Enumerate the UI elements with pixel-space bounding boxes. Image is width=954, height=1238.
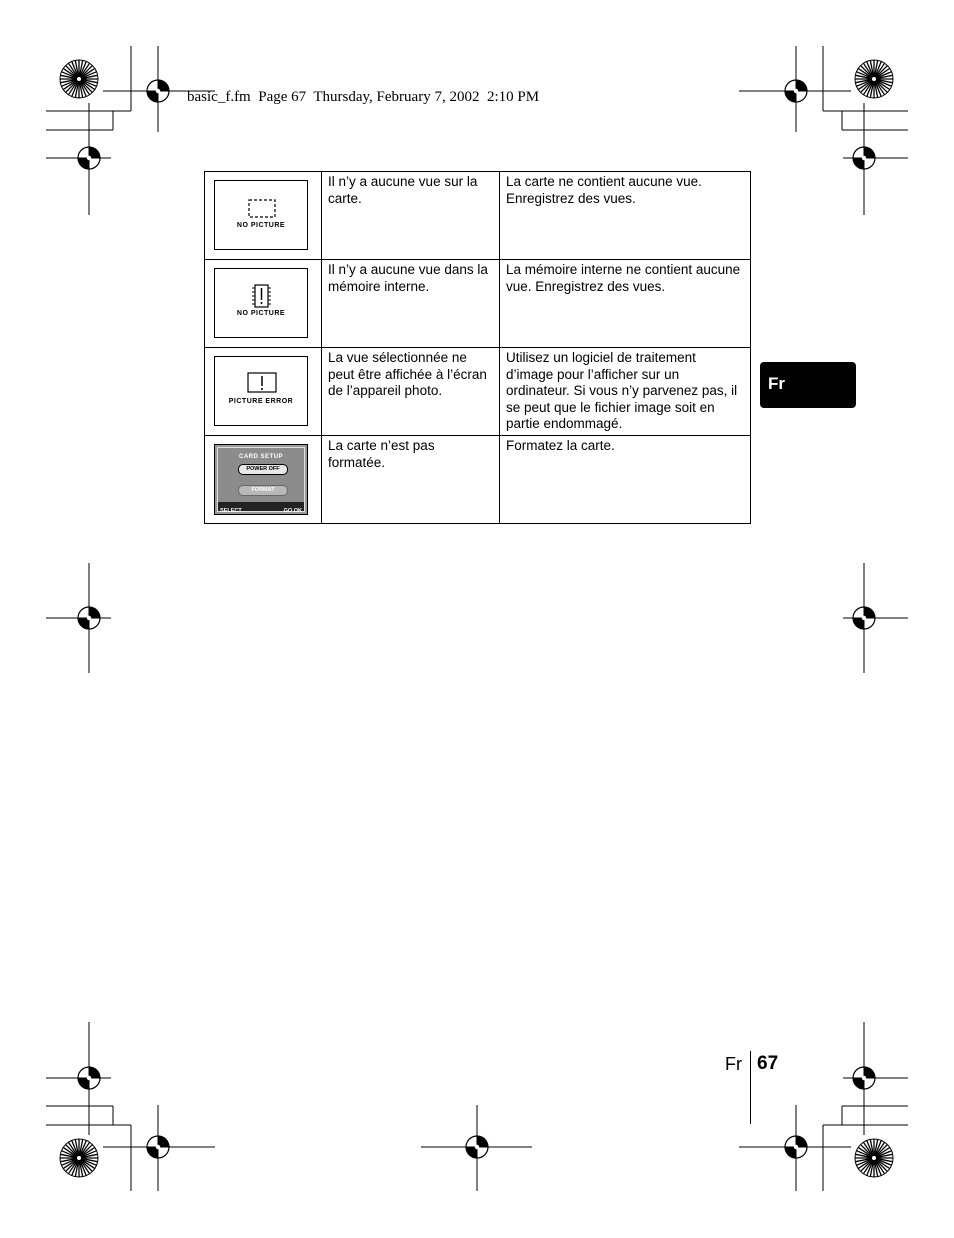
table-row: [205, 436, 751, 524]
cause-text: La vue sélectionnée ne peut être affichée à l’écran de l’appareil photo.: [328, 350, 487, 398]
remedy-text: Formatez la carte.: [506, 438, 615, 453]
footer-language: Fr: [725, 1054, 742, 1074]
cause-text: La carte n’est pas formatée.: [328, 438, 435, 470]
page-number: 67: [757, 1053, 779, 1074]
power-off-option: POWER OFF: [238, 464, 288, 475]
screen-message: PICTURE ERROR: [228, 397, 294, 405]
lcd-button-bar: [218, 502, 304, 514]
cause-text: Il n’y a aucune vue sur la carte.: [328, 174, 478, 206]
card-setup-screen: [214, 444, 308, 515]
remedy-text: Utilisez un logiciel de traitement d’image pour l’afficher sur un ordinateur. Si vous n’y parvenez pas, il se peut que le fichier image soit en partie endommagé.: [506, 350, 738, 431]
table-row: [205, 260, 751, 348]
screen-message: NO PICTURE: [236, 221, 286, 229]
remedy-text: La carte ne contient aucune vue. Enregistrez des vues.: [506, 174, 702, 206]
card-setup-title: CARD SETUP: [238, 454, 283, 460]
select-hint: SELECT: [220, 508, 242, 514]
cause-text: Il n’y a aucune vue dans la mémoire interne.: [328, 262, 488, 294]
go-hint: GO: [283, 508, 293, 514]
footer-divider: [750, 1051, 751, 1124]
screen-message: NO PICTURE: [236, 309, 286, 317]
lcd-screen: [214, 268, 308, 338]
lcd-screen: [214, 356, 308, 426]
internal-memory-icon: [215, 269, 309, 339]
picture-error-icon: [215, 357, 309, 427]
lcd-screen: [214, 180, 308, 250]
error-message-table: [204, 171, 751, 524]
table-row: [205, 172, 751, 260]
remedy-text: La mémoire interne ne contient aucune vue. Enregistrez des vues.: [506, 262, 741, 294]
table-row: [205, 348, 751, 436]
format-option: FORMAT: [238, 485, 288, 496]
empty-card-icon: [215, 181, 309, 251]
ok-hint: OK: [293, 508, 302, 514]
language-tab: Fr: [760, 362, 856, 408]
file-header: basic_f.fm Page 67 Thursday, February 7, 2002 2:10 PM: [187, 89, 540, 105]
